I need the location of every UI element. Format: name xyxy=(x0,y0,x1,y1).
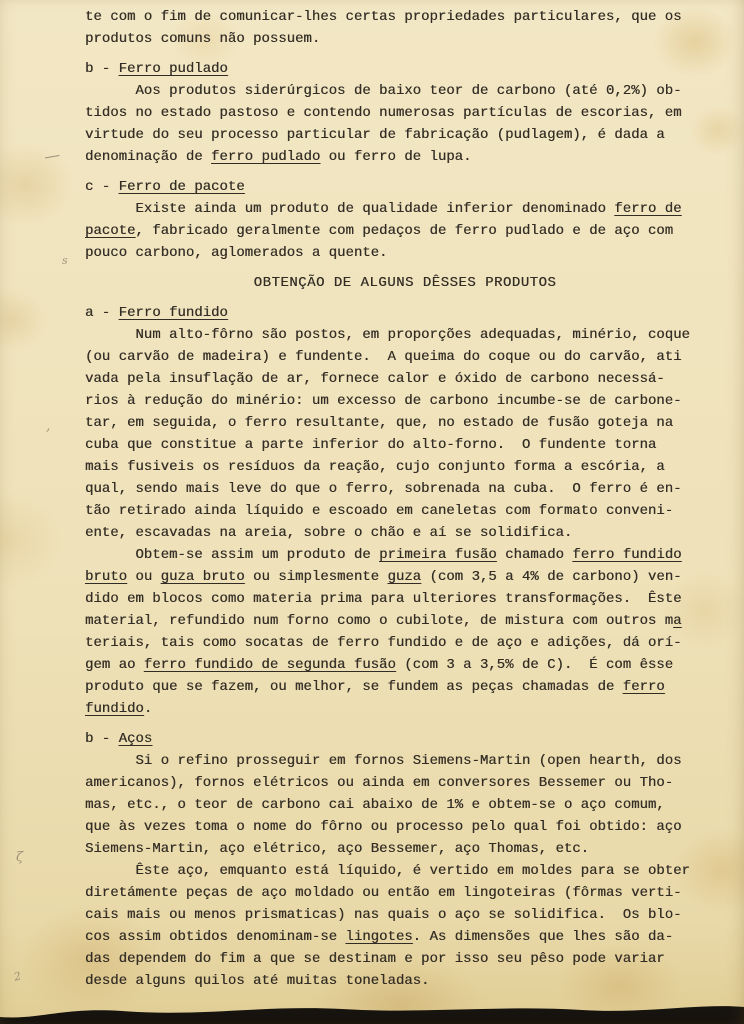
underlined-term: ferro de xyxy=(614,201,682,217)
text-line xyxy=(85,242,725,264)
underlined-term: Ferro fundido xyxy=(118,305,228,321)
text-segment: diretámente peças de aço moldado ou então em lingoteiras (fôrmas verti- xyxy=(85,885,682,901)
text-line xyxy=(85,588,725,610)
text-line xyxy=(85,220,725,242)
text-segment: qual, sendo mais leve do que o ferro, sobrenada na cuba. O ferro é en- xyxy=(85,481,682,497)
text-segment: vada pela insuflação de ar, fornece calor e óxido de carbono necessá- xyxy=(85,371,665,387)
text-line xyxy=(85,28,725,50)
underlined-term: ferro xyxy=(622,679,665,695)
text-line xyxy=(85,948,725,970)
section-heading xyxy=(85,728,725,750)
underlined-term: bruto xyxy=(85,569,128,585)
text-line xyxy=(85,544,725,566)
text-segment: a - xyxy=(85,305,119,321)
text-line xyxy=(85,6,725,28)
text-segment: Num alto-fôrno são postos, em proporções adequadas, minério, coque xyxy=(85,327,690,343)
text-line xyxy=(85,816,725,838)
text-segment: mas, etc., o teor de carbono cai abaixo de 1% e obtem-se o aço comum, xyxy=(85,797,665,813)
paragraph xyxy=(85,544,725,720)
underlined-term: ferro pudlado xyxy=(211,149,321,165)
text-line xyxy=(85,882,725,904)
text-line xyxy=(85,676,725,698)
text-segment: produto que se fazem, ou melhor, se fundem as peças chamadas de xyxy=(85,679,623,695)
pencil-mark: 2 xyxy=(12,969,23,984)
text-segment: desde alguns quilos até muitas toneladas. xyxy=(85,973,430,989)
text-line xyxy=(85,198,725,220)
text-segment: Existe ainda um produto de qualidade inferior denominado xyxy=(85,201,615,217)
underlined-term: ferro fundido de segunda fusão xyxy=(143,657,396,673)
text-segment: Aos produtos siderúrgicos de baixo teor de carbono (até 0,2%) ob- xyxy=(85,83,682,99)
underlined-term: fundido xyxy=(85,701,144,717)
text-segment: b - xyxy=(85,731,119,747)
underlined-term: Aços xyxy=(118,731,153,747)
text-segment: tar, em seguida, o ferro resultante, que, no estado de fusão goteja na xyxy=(85,415,674,431)
paragraph xyxy=(85,198,725,264)
underlined-term: ferro fundido xyxy=(572,547,682,563)
text-line xyxy=(85,80,725,102)
text-segment: Siemens-Martin, aço elétrico, aço Bessemer, aço Thomas, etc. xyxy=(85,841,590,857)
text-segment: tidos no estado pastoso e contendo numerosas partículas de escorias, em xyxy=(85,105,682,121)
text-segment: Si o refino prosseguir em fornos Siemens-Martin (open hearth, dos xyxy=(85,753,682,769)
text-segment: produtos comuns não possuem. xyxy=(85,31,321,47)
scanner-background-shape xyxy=(0,1006,744,1024)
text-segment: material, refundido num forno como o cubilote, de mistura com outros m xyxy=(85,613,674,629)
text-line xyxy=(85,772,725,794)
text-line xyxy=(85,500,725,522)
document-body xyxy=(85,6,725,992)
text-segment: ou simplesmente xyxy=(244,569,388,585)
paragraph xyxy=(85,324,725,544)
text-line xyxy=(85,434,725,456)
underlined-term: a xyxy=(673,613,682,629)
paragraph xyxy=(85,6,725,50)
text-segment: cuba que constitue a parte inferior do alto-forno. O fundente torna xyxy=(85,437,657,453)
text-line xyxy=(85,272,725,294)
text-line xyxy=(85,302,725,324)
text-line xyxy=(85,478,725,500)
text-segment: (com 3,5 a 4% de carbono) ven- xyxy=(421,569,682,585)
text-line xyxy=(85,750,725,772)
text-line xyxy=(85,102,725,124)
text-line xyxy=(85,610,725,632)
text-segment: americanos), fornos elétricos ou ainda em conversores Bessemer ou Tho- xyxy=(85,775,674,791)
text-line xyxy=(85,632,725,654)
paragraph xyxy=(85,80,725,168)
text-line xyxy=(85,698,725,720)
text-segment: tão retirado ainda líquido e escoado em caneletas com formato conveni- xyxy=(85,503,674,519)
underlined-term: primeira fusão xyxy=(379,547,497,563)
text-segment: gem ao xyxy=(85,657,144,673)
section-heading xyxy=(85,302,725,324)
pencil-mark: — xyxy=(42,144,62,167)
pencil-mark: ζ xyxy=(16,850,24,865)
text-line xyxy=(85,728,725,750)
text-line xyxy=(85,566,725,588)
underlined-term: guza xyxy=(387,569,422,585)
text-segment: Êste aço, emquanto está líquido, é vertido em moldes para se obter xyxy=(85,863,690,879)
text-line xyxy=(85,522,725,544)
text-line xyxy=(85,346,725,368)
text-segment: cais mais ou menos prismaticas) nas quais o aço se solidifica. Os blo- xyxy=(85,907,682,923)
text-segment: dido em blocos como materia prima para ulteriores transformações. Êste xyxy=(85,591,682,607)
text-segment: Obtem-se assim um produto de xyxy=(85,547,380,563)
text-line xyxy=(85,794,725,816)
text-segment: mais fusiveis os resíduos da reação, cujo conjunto forma a escória, a xyxy=(85,459,665,475)
text-line xyxy=(85,324,725,346)
text-line xyxy=(85,124,725,146)
text-segment: OBTENÇÃO DE ALGUNS DÊSSES PRODUTOS xyxy=(253,275,557,291)
text-line xyxy=(85,654,725,676)
scan-bottom-edge xyxy=(0,994,744,1024)
text-segment: (ou carvão de madeira) e fundente. A queima do coque ou do carvão, ati xyxy=(85,349,682,365)
pencil-mark: , xyxy=(46,418,51,434)
text-segment: denominação de xyxy=(85,149,212,165)
text-line xyxy=(85,838,725,860)
text-segment: te com o fim de comunicar-lhes certas propriedades particulares, que os xyxy=(85,9,682,25)
text-segment: cos assim obtidos denominam-se xyxy=(85,929,346,945)
text-line xyxy=(85,176,725,198)
text-segment: chamado xyxy=(496,547,573,563)
heading-center xyxy=(85,272,725,294)
text-segment: c - xyxy=(85,179,119,195)
underlined-term: guza bruto xyxy=(160,569,245,585)
text-segment: b - xyxy=(85,61,119,77)
underlined-term: Ferro pudlado xyxy=(118,61,228,77)
pencil-mark: s xyxy=(62,254,68,267)
text-line xyxy=(85,456,725,478)
text-line xyxy=(85,146,725,168)
text-line xyxy=(85,368,725,390)
text-segment: ou xyxy=(127,569,161,585)
section-heading xyxy=(85,176,725,198)
section-heading xyxy=(85,58,725,80)
text-line xyxy=(85,390,725,412)
text-segment: , fabricado geralmente com pedaços de ferro pudlado e de aço com xyxy=(135,223,674,239)
text-line xyxy=(85,926,725,948)
underlined-term: pacote xyxy=(85,223,136,239)
text-line xyxy=(85,58,725,80)
text-segment: (com 3 a 3,5% de C). É com êsse xyxy=(395,657,674,673)
text-line xyxy=(85,412,725,434)
text-segment: teriais, tais como socatas de ferro fundido e de aço e adições, dá orí- xyxy=(85,635,682,651)
text-line xyxy=(85,904,725,926)
paragraph xyxy=(85,860,725,992)
text-segment: ente, escavadas na areia, sobre o chão e aí se solidifica. xyxy=(85,525,573,541)
underlined-term: Ferro de pacote xyxy=(118,179,245,195)
paragraph xyxy=(85,750,725,860)
text-line xyxy=(85,970,725,992)
text-segment: virtude do seu processo particular de fabricação (pudlagem), é dada a xyxy=(85,127,665,143)
text-line xyxy=(85,860,725,882)
text-segment: pouco carbono, aglomerados a quente. xyxy=(85,245,388,261)
underlined-term: lingotes xyxy=(345,929,413,945)
text-segment: das dependem do fim a que se destinam e por isso seu pêso pode variar xyxy=(85,951,665,967)
text-segment: . As dimensões que lhes são da- xyxy=(412,929,674,945)
text-segment: ou ferro de lupa. xyxy=(320,149,472,165)
text-segment: . xyxy=(143,701,153,717)
text-segment: que às vezes toma o nome do fôrno ou processo pelo qual foi obtido: aço xyxy=(85,819,682,835)
text-segment: rios à redução do minério: um excesso de carbono incumbe-se de carbone- xyxy=(85,393,682,409)
